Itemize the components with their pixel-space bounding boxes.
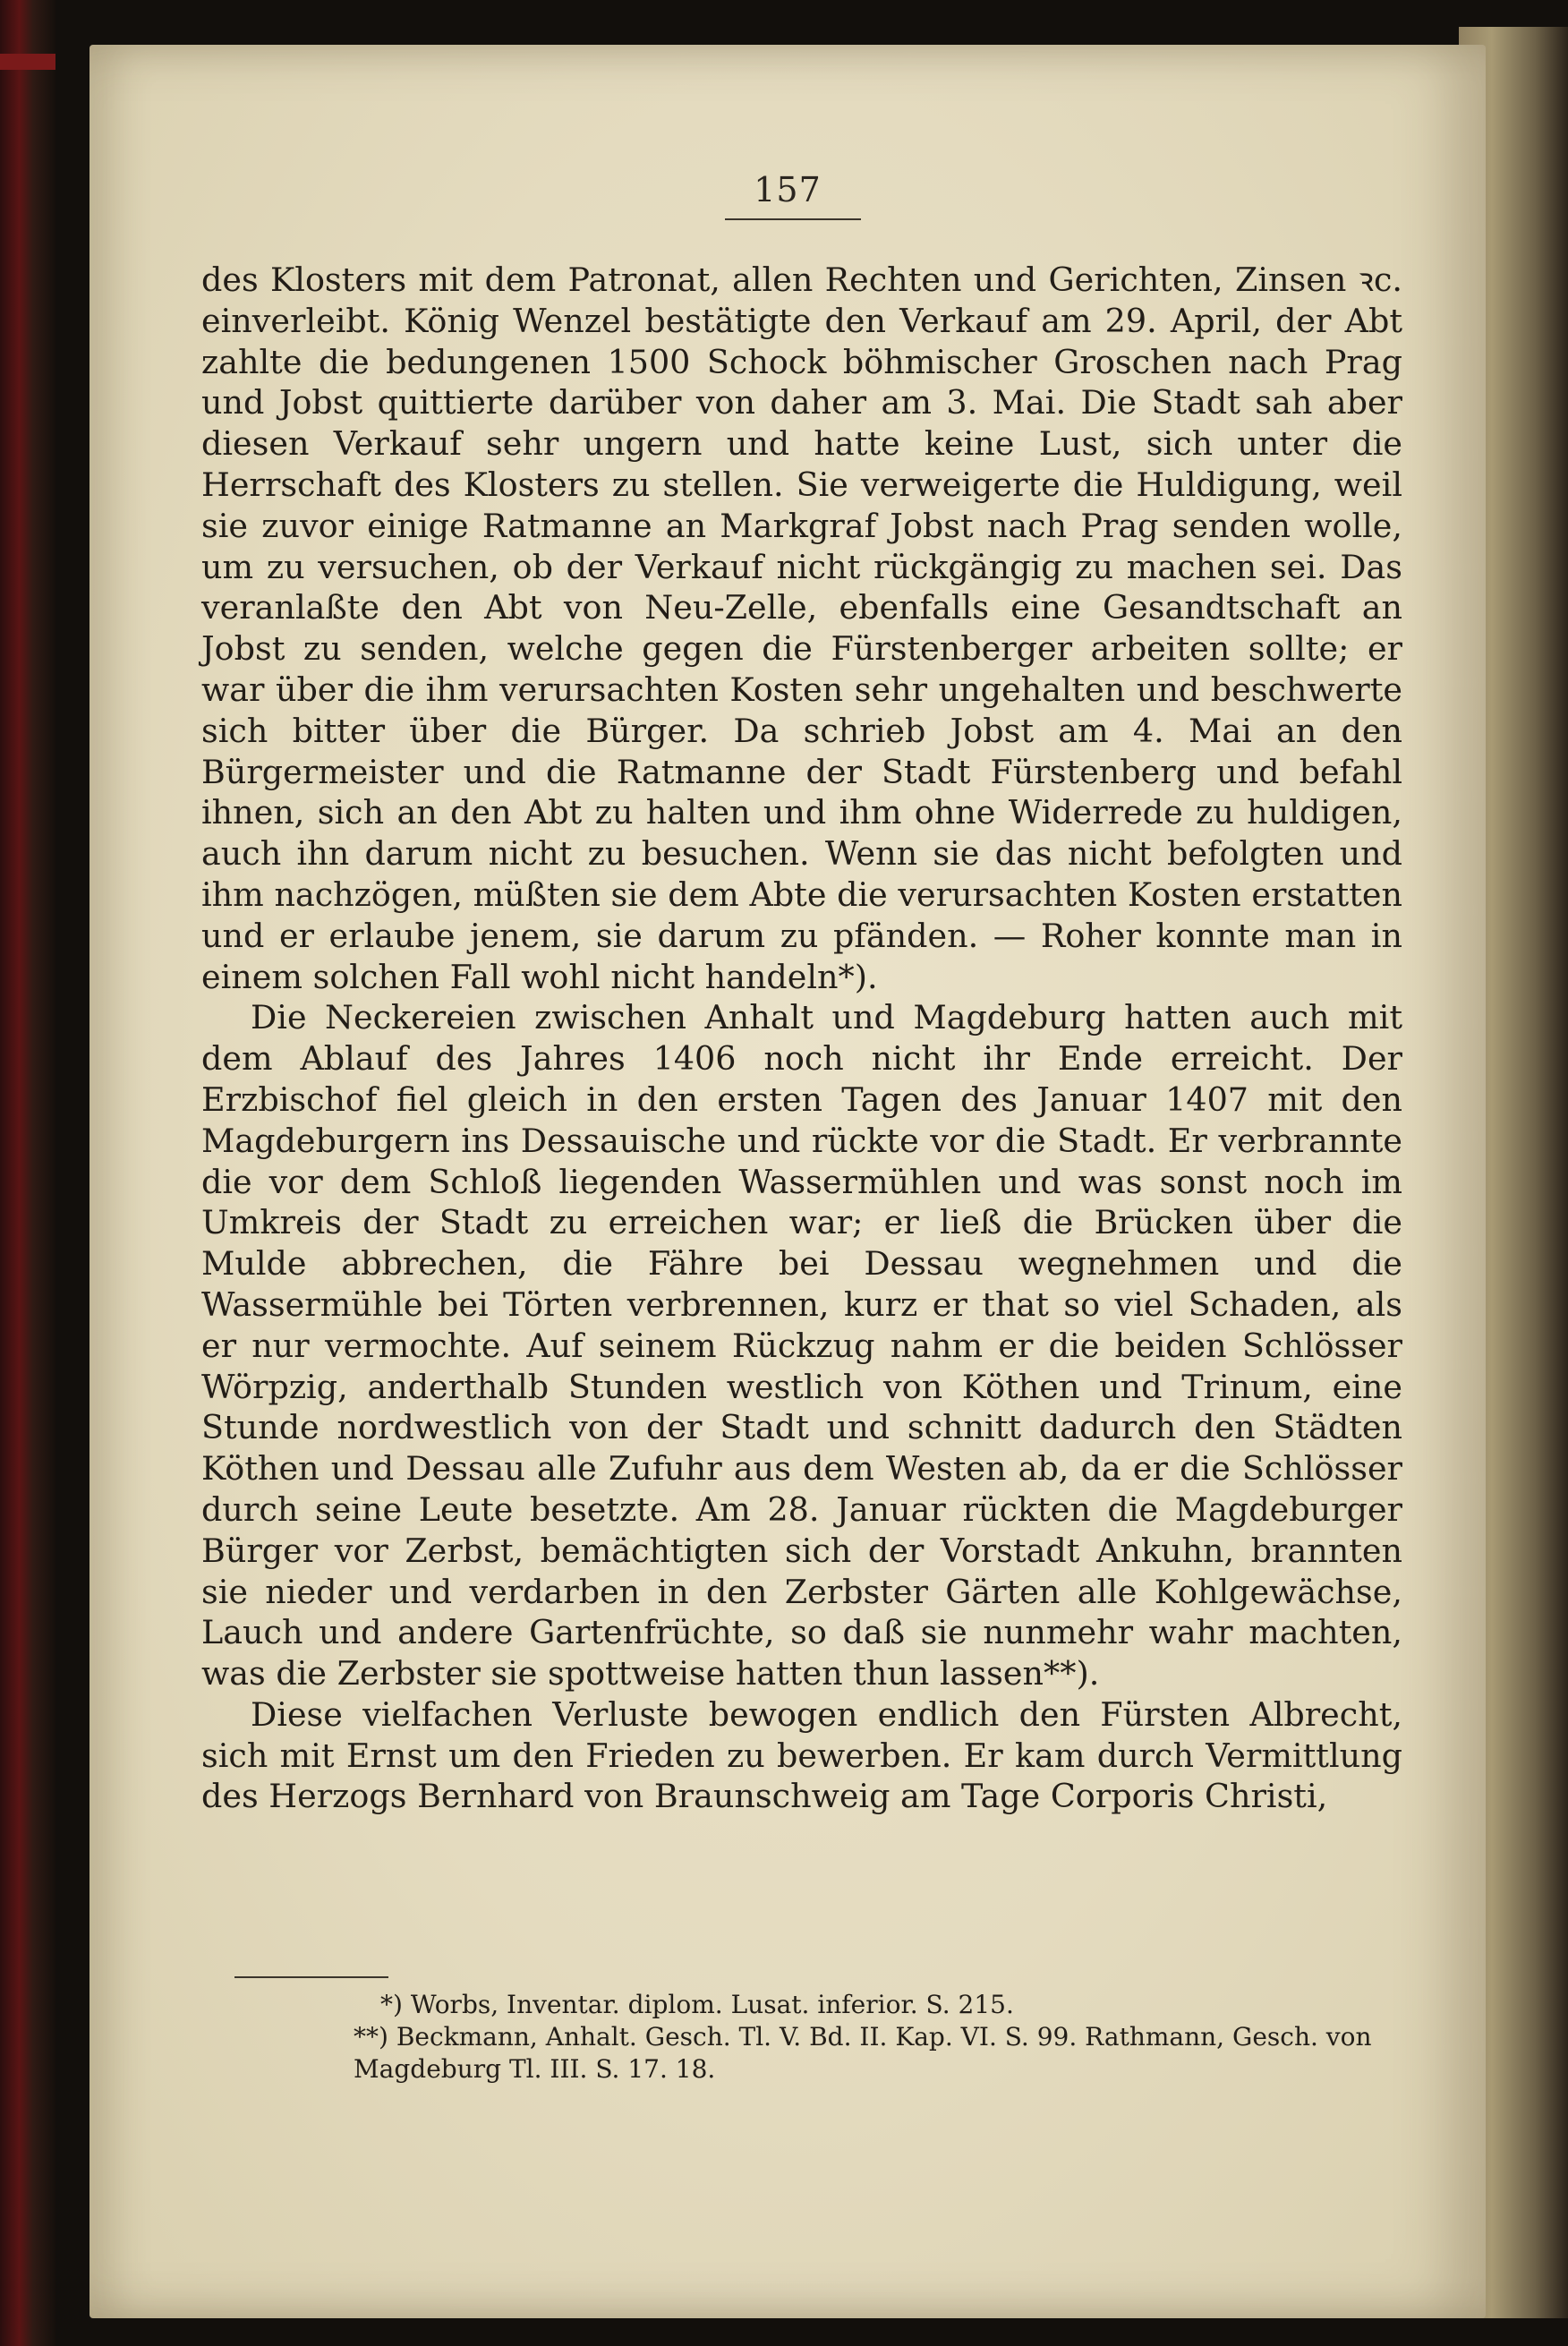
spine-band [0, 54, 55, 70]
paragraph-1: des Klosters mit dem Patronat, allen Rechten und Gerichten, Zinsen ꝛc. einverleibt. König Wenzel bestätigte den Verkauf am 29. April, der Abt zahlte die bedungenen 1500 Schock böhmischer Groschen nach Prag und Jobst quittierte darüber von daher am 3. Mai. Die Stadt sah aber diesen Verkauf sehr ungern und hatte keine Lust, sich unter die Herrschaft des Klosters zu stellen. Sie verweigerte die Huldigung, weil sie zuvor einige Ratmanne an Markgraf Jobst nach Prag senden wolle, um zu versuchen, ob der Verkauf nicht rückgängig zu machen sei. Das veranlaßte den Abt von Neu-Zelle, ebenfalls eine Gesandtschaft an Jobst zu senden, welche gegen die Fürstenberger arbeiten sollte; er war über die ihm verursachten Kosten sehr ungehalten und beschwerte sich bitter über die Bürger. Da schrieb Jobst am 4. Mai an den Bürgermeister und die Ratmanne der Stadt Fürstenberg und befahl ihnen, sich an den Abt zu halten und ihm ohne Widerrede zu huldigen, auch ihn darum nicht zu besuchen. Wenn sie das nicht befolgten und ihm nachzögen, müßten sie dem Abte die verursachten Kosten erstatten und er erlaube jenem, sie darum zu pfänden. — Roher konnte man in einem solchen Fall wohl nicht handeln*). [201, 260, 1402, 996]
page-number: 157 [754, 170, 822, 209]
footnote-2: **) Beckmann, Anhalt. Gesch. Tl. V. Bd. II. Kap. VI. S. 99. Rathmann, Gesch. von Magdeburg Tl. III. S. 17. 18. [354, 2022, 1372, 2084]
body-text [201, 260, 1402, 1817]
paragraph-3: Diese vielfachen Verluste bewogen endlich den Fürsten Albrecht, sich mit Ernst um den Frieden zu bewerben. Er kam durch Vermittlung des Herzogs Bernhard von Braunschweig am Tage Corporis Christi, [201, 1694, 1402, 1816]
footnote-1: *) Worbs, Inventar. diplom. Lusat. inferior. S. 215. [380, 1990, 1014, 2019]
book-page [89, 45, 1486, 2318]
footnote-rule [234, 1976, 388, 1978]
book-spine [0, 0, 55, 2346]
page-number-rule [725, 218, 861, 220]
paragraph-2: Die Neckereien zwischen Anhalt und Magdeburg hatten auch mit dem Ablauf des Jahres 1406 noch nicht ihr Ende erreicht. Der Erzbischof fiel gleich in den ersten Tagen des Januar 1407 mit den Magdeburgern ins Dessauische und rückte vor die Stadt. Er verbrannte die vor dem Schloß liegenden Wassermühlen und was sonst noch im Umkreis der Stadt zu erreichen war; er ließ die Brücken über die Mulde abbrechen, die Fähre bei Dessau wegnehmen und die Wassermühle bei Törten verbrennen, kurz er that so viel Schaden, als er nur vermochte. Auf seinem Rückzug nahm er die beiden Schlösser Wörpzig, anderthalb Stunden westlich von Köthen und Trinum, eine Stunde nordwestlich von der Stadt und schnitt dadurch den Städten Köthen und Dessau alle Zufuhr aus dem Westen ab, da er die Schlösser durch seine Leute besetzte. Am 28. Januar rückten die Magdeburger Bürger vor Zerbst, bemächtigten sich der Vorstadt Ankuhn, brannten sie nieder und verdarben in den Zerbster Gärten alle Kohlgewächse, Lauch und andere Gartenfrüchte, so daß sie nunmehr wahr machten, was die Zerbster sie spottweise hatten thun lassen**). [201, 998, 1402, 1693]
footnotes [201, 1989, 1402, 2086]
